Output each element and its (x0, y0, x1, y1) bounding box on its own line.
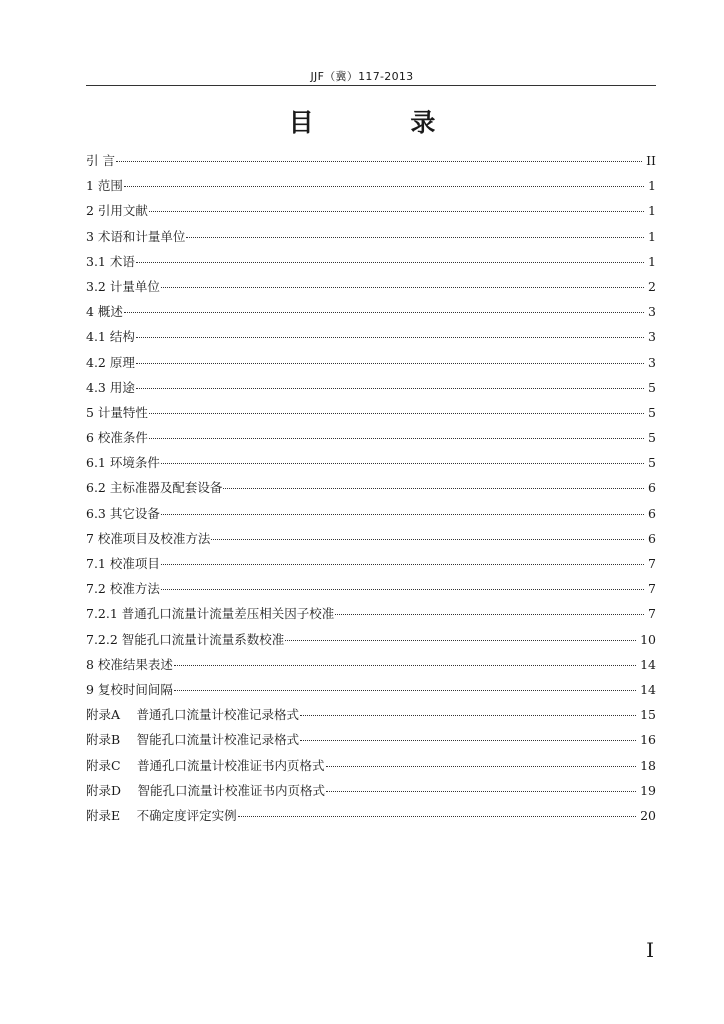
toc-entry-label: 6.3 其它设备 (86, 505, 160, 521)
toc-entry[interactable] (86, 627, 656, 652)
toc-entry-page: 1 (648, 228, 656, 244)
toc-entry[interactable] (86, 249, 656, 274)
toc-entry[interactable] (86, 375, 656, 400)
toc-entry-page: 1 (648, 178, 656, 194)
toc-entry[interactable] (86, 475, 656, 500)
toc-entry[interactable] (86, 274, 656, 299)
toc-leader-dots (116, 161, 642, 162)
toc-leader-dots (211, 539, 644, 540)
toc-entry-page: 2 (648, 278, 656, 294)
toc-entry[interactable] (86, 299, 656, 324)
toc-entry-page: 6 (648, 480, 656, 496)
toc-leader-dots (335, 614, 644, 615)
toc-entry[interactable] (86, 677, 656, 702)
toc-entry-page: 6 (648, 530, 656, 546)
toc-entry[interactable] (86, 173, 656, 198)
toc-leader-dots (136, 388, 644, 389)
toc-entry-label: 附录A 普通孔口流量计校准记录格式 (86, 707, 300, 723)
toc-entry-label: 5 计量特性 (86, 404, 148, 420)
toc-entry-page: 6 (648, 505, 656, 521)
toc-entry-page: 3 (648, 304, 656, 320)
toc-entry[interactable] (86, 400, 656, 425)
toc-leader-dots (300, 740, 636, 741)
toc-entry[interactable] (86, 551, 656, 576)
table-of-contents (86, 148, 656, 828)
toc-entry[interactable] (86, 778, 656, 803)
header-rule (86, 85, 656, 86)
toc-entry-label: 7.1 校准项目 (86, 556, 160, 571)
toc-entry-page: 3 (648, 354, 656, 370)
toc-entry[interactable] (86, 350, 656, 375)
toc-leader-dots (174, 665, 636, 666)
toc-leader-dots (136, 262, 644, 263)
toc-leader-dots (161, 514, 644, 515)
toc-entry-page: 18 (640, 757, 656, 773)
toc-entry-page: 5 (648, 379, 656, 395)
toc-entry-page: 7 (648, 581, 656, 597)
toc-entry[interactable] (86, 425, 656, 450)
toc-entry-page: 7 (648, 606, 656, 622)
toc-entry-page: 16 (640, 732, 656, 748)
toc-entry[interactable] (86, 224, 656, 249)
page-number: I (646, 938, 654, 962)
toc-entry-label: 6.1 环境条件 (86, 455, 160, 471)
toc-entry-label: 4.3 用途 (86, 379, 135, 395)
toc-entry[interactable] (86, 803, 656, 828)
toc-entry-label: 9 复校时间间隔 (86, 681, 173, 697)
toc-entry-label: 7 校准项目及校准方法 (86, 530, 211, 546)
toc-entry[interactable] (86, 450, 656, 475)
toc-entry-page: 5 (648, 430, 656, 446)
toc-entry-label: 附录B 智能孔口流量计校准记录格式 (86, 732, 300, 748)
toc-entry-page: 15 (640, 707, 656, 723)
toc-leader-dots (136, 337, 644, 338)
toc-entry-label: 7.2.1 普通孔口流量计流量差压相关因子校准 (86, 606, 335, 622)
toc-entry-page: 19 (640, 782, 656, 798)
toc-leader-dots (136, 363, 644, 364)
toc-entry-label: 7.2.2 智能孔口流量计流量系数校准 (86, 631, 285, 647)
toc-entry-label: 附录C 普通孔口流量计校准证书内页格式 (86, 757, 325, 773)
toc-entry-label: 4 概述 (86, 304, 123, 320)
toc-entry[interactable] (86, 526, 656, 551)
toc-leader-dots (223, 488, 644, 489)
toc-entry-page: 5 (648, 455, 656, 471)
toc-leader-dots (149, 438, 644, 439)
toc-entry-page: 14 (640, 656, 656, 672)
toc-leader-dots (300, 715, 636, 716)
toc-entry-label: 2 引用文献 (86, 203, 148, 219)
toc-title: 目 录 (288, 108, 480, 137)
toc-entry-label: 4.1 结构 (86, 329, 135, 345)
toc-leader-dots (174, 690, 636, 691)
toc-entry-label: 附录E 不确定度评定实例 (86, 807, 237, 823)
toc-entry-label: 3.1 术语 (86, 253, 135, 269)
toc-entry-label: 6 校准条件 (86, 430, 148, 446)
toc-leader-dots (161, 463, 644, 464)
toc-entry-page: 3 (648, 329, 656, 345)
toc-entry-label: 4.2 原理 (86, 354, 135, 370)
toc-entry-page: 14 (640, 681, 656, 697)
toc-entry[interactable] (86, 148, 656, 173)
toc-entry-label: 3 术语和计量单位 (86, 228, 186, 244)
toc-entry-label: 3.2 计量单位 (86, 278, 160, 294)
toc-entry-label: 附录D 智能孔口流量计校准证书内页格式 (86, 782, 325, 798)
toc-entry-page: II (646, 153, 656, 168)
toc-leader-dots (186, 237, 644, 238)
toc-entry-page: 5 (648, 404, 656, 420)
toc-entry-label: 8 校准结果表述 (86, 656, 173, 672)
toc-entry-page: 20 (640, 807, 656, 823)
toc-leader-dots (326, 791, 636, 792)
toc-entry-label: 6.2 主标准器及配套设备 (86, 480, 223, 496)
toc-leader-dots (149, 211, 644, 212)
toc-entry[interactable] (86, 753, 656, 778)
toc-entry-page: 7 (648, 556, 656, 571)
toc-entry[interactable] (86, 652, 656, 677)
toc-leader-dots (161, 564, 644, 565)
toc-leader-dots (285, 640, 636, 641)
toc-leader-dots (124, 186, 644, 187)
toc-entry-label: 7.2 校准方法 (86, 581, 160, 597)
toc-entry-page: 1 (648, 203, 656, 219)
toc-entry[interactable] (86, 727, 656, 752)
toc-entry[interactable] (86, 501, 656, 526)
toc-entry[interactable] (86, 198, 656, 223)
toc-leader-dots (149, 413, 644, 414)
toc-entry-page: 1 (648, 253, 656, 269)
toc-entry-label: 1 范围 (86, 178, 123, 194)
toc-entry[interactable] (86, 324, 656, 349)
toc-entry-label: 引 言 (86, 153, 115, 168)
toc-leader-dots (161, 287, 644, 288)
toc-leader-dots (161, 589, 644, 590)
toc-entry[interactable] (86, 576, 656, 601)
running-header: JJF（冀）117-2013 (310, 70, 414, 83)
toc-leader-dots (238, 816, 636, 817)
toc-entry[interactable] (86, 601, 656, 626)
toc-leader-dots (326, 766, 637, 767)
toc-leader-dots (124, 312, 644, 313)
toc-entry-page: 10 (640, 631, 656, 647)
toc-entry[interactable] (86, 702, 656, 727)
